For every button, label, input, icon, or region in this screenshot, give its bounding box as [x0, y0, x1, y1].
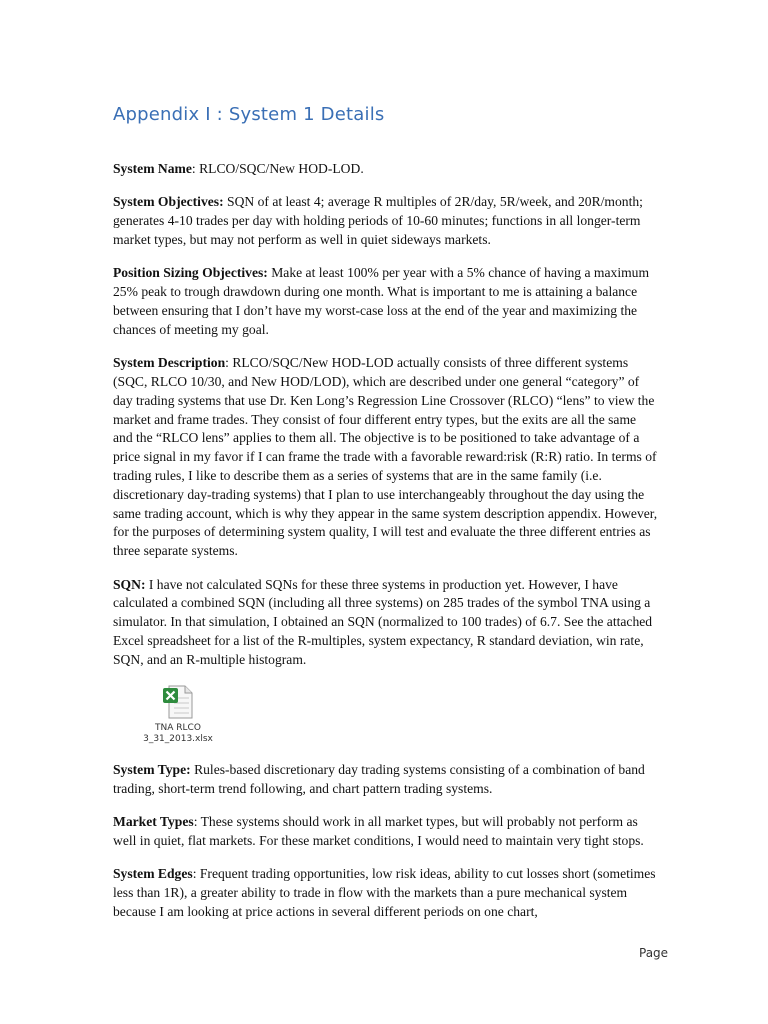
label: Market Types	[113, 814, 194, 830]
label: SQN:	[113, 576, 146, 592]
text: : RLCO/SQC/New HOD-LOD.	[191, 161, 364, 176]
label: System Name	[113, 161, 192, 176]
document-body	[113, 160, 658, 936]
attachment-name-line2: 3_31_2013.xlsx	[143, 734, 213, 745]
text: Make at least 100% per year with a 5% chance of having a maximum 25% peak to trough drawdown during one month. What is important to me is attaining a balance between ensuring that I don’t have my worst-case loss at the end of the year and maximizing the chances of meeting my goal.	[113, 265, 650, 337]
paragraph-position-sizing	[113, 264, 658, 339]
label: System Edges	[113, 866, 193, 882]
paragraph-system-type	[113, 761, 658, 799]
excel-file-icon	[161, 684, 195, 720]
label: System Type:	[113, 762, 191, 778]
appendix-heading: Appendix I : System 1 Details	[113, 104, 385, 125]
text: I have not calculated SQNs for these three systems in production yet. However, I have calculated a combined SQN (including all three systems) on 285 trades of the symbol TNA using a simulator. In that simulation, I obtained an SQN (normalized to 100 trades) of 6.7. See the attached Excel spreadsheet for a list of the R-multiples, system expectancy, R standard deviation, win rate, SQN, and an R-multiple histogram.	[113, 576, 653, 667]
paragraph-system-name	[113, 160, 658, 179]
paragraph-sqn	[113, 576, 658, 670]
paragraph-market-types	[113, 813, 658, 851]
label: Position Sizing Objectives:	[113, 265, 268, 281]
paragraph-system-description	[113, 354, 658, 561]
page-footer-label: Page	[639, 946, 669, 960]
label: System Description	[113, 355, 226, 371]
attachment-name-line1: TNA RLCO	[155, 723, 201, 734]
label: System Objectives:	[113, 194, 224, 210]
text: SQN of at least 4; average R multiples of 2R/day, 5R/week, and 20R/month; generates 4-10 trades per day with holding periods of 10-60 minutes; functions in all longer-term market types, but may not perform as well in quiet sideways markets.	[113, 194, 643, 247]
text: : Frequent trading opportunities, low risk ideas, ability to cut losses short (sometimes less than 1R), a greater ability to trade in flow with the markets than a pure mechanical system because I am looking at price actions in several different periods on one chart,	[113, 866, 656, 920]
text: : These systems should work in all market types, but will probably not perform as well in quiet, flat markets. For these market conditions, I would need to maintain very tight stops.	[113, 814, 644, 849]
text: Rules-based discretionary day trading systems consisting of a combination of band trading, short-term trend following, and chart pattern trading systems.	[113, 762, 645, 796]
text: : RLCO/SQC/New HOD-LOD actually consists of three different systems (SQC, RLCO 10/30, and New HOD/LOD), which are described under one general “category” of day trading systems that use Dr. Ken Long’s Regression Line Crossover (RLCO) “lens” to view the market and frame trades. They consist of four different entry types, but the exits are all the same and the “RLCO lens” applies to them all. The objective is to be positioned to take advantage of a price signal in my favor if I can frame the trade with a favorable reward:risk (R:R) ratio. In terms of trading rules, I like to describe them as a series of systems that are in the same family (i.e. discretionary day-trading systems) that I plan to use interchangeably throughout the day using the same trading account, which is why they appear in the same system description appendix. However, for the purposes of determining system quality, I will test and evaluate the three different entries as three separate systems.	[113, 355, 658, 559]
paragraph-system-edges	[113, 865, 658, 921]
excel-attachment[interactable]	[123, 684, 233, 745]
paragraph-system-objectives	[113, 193, 658, 249]
